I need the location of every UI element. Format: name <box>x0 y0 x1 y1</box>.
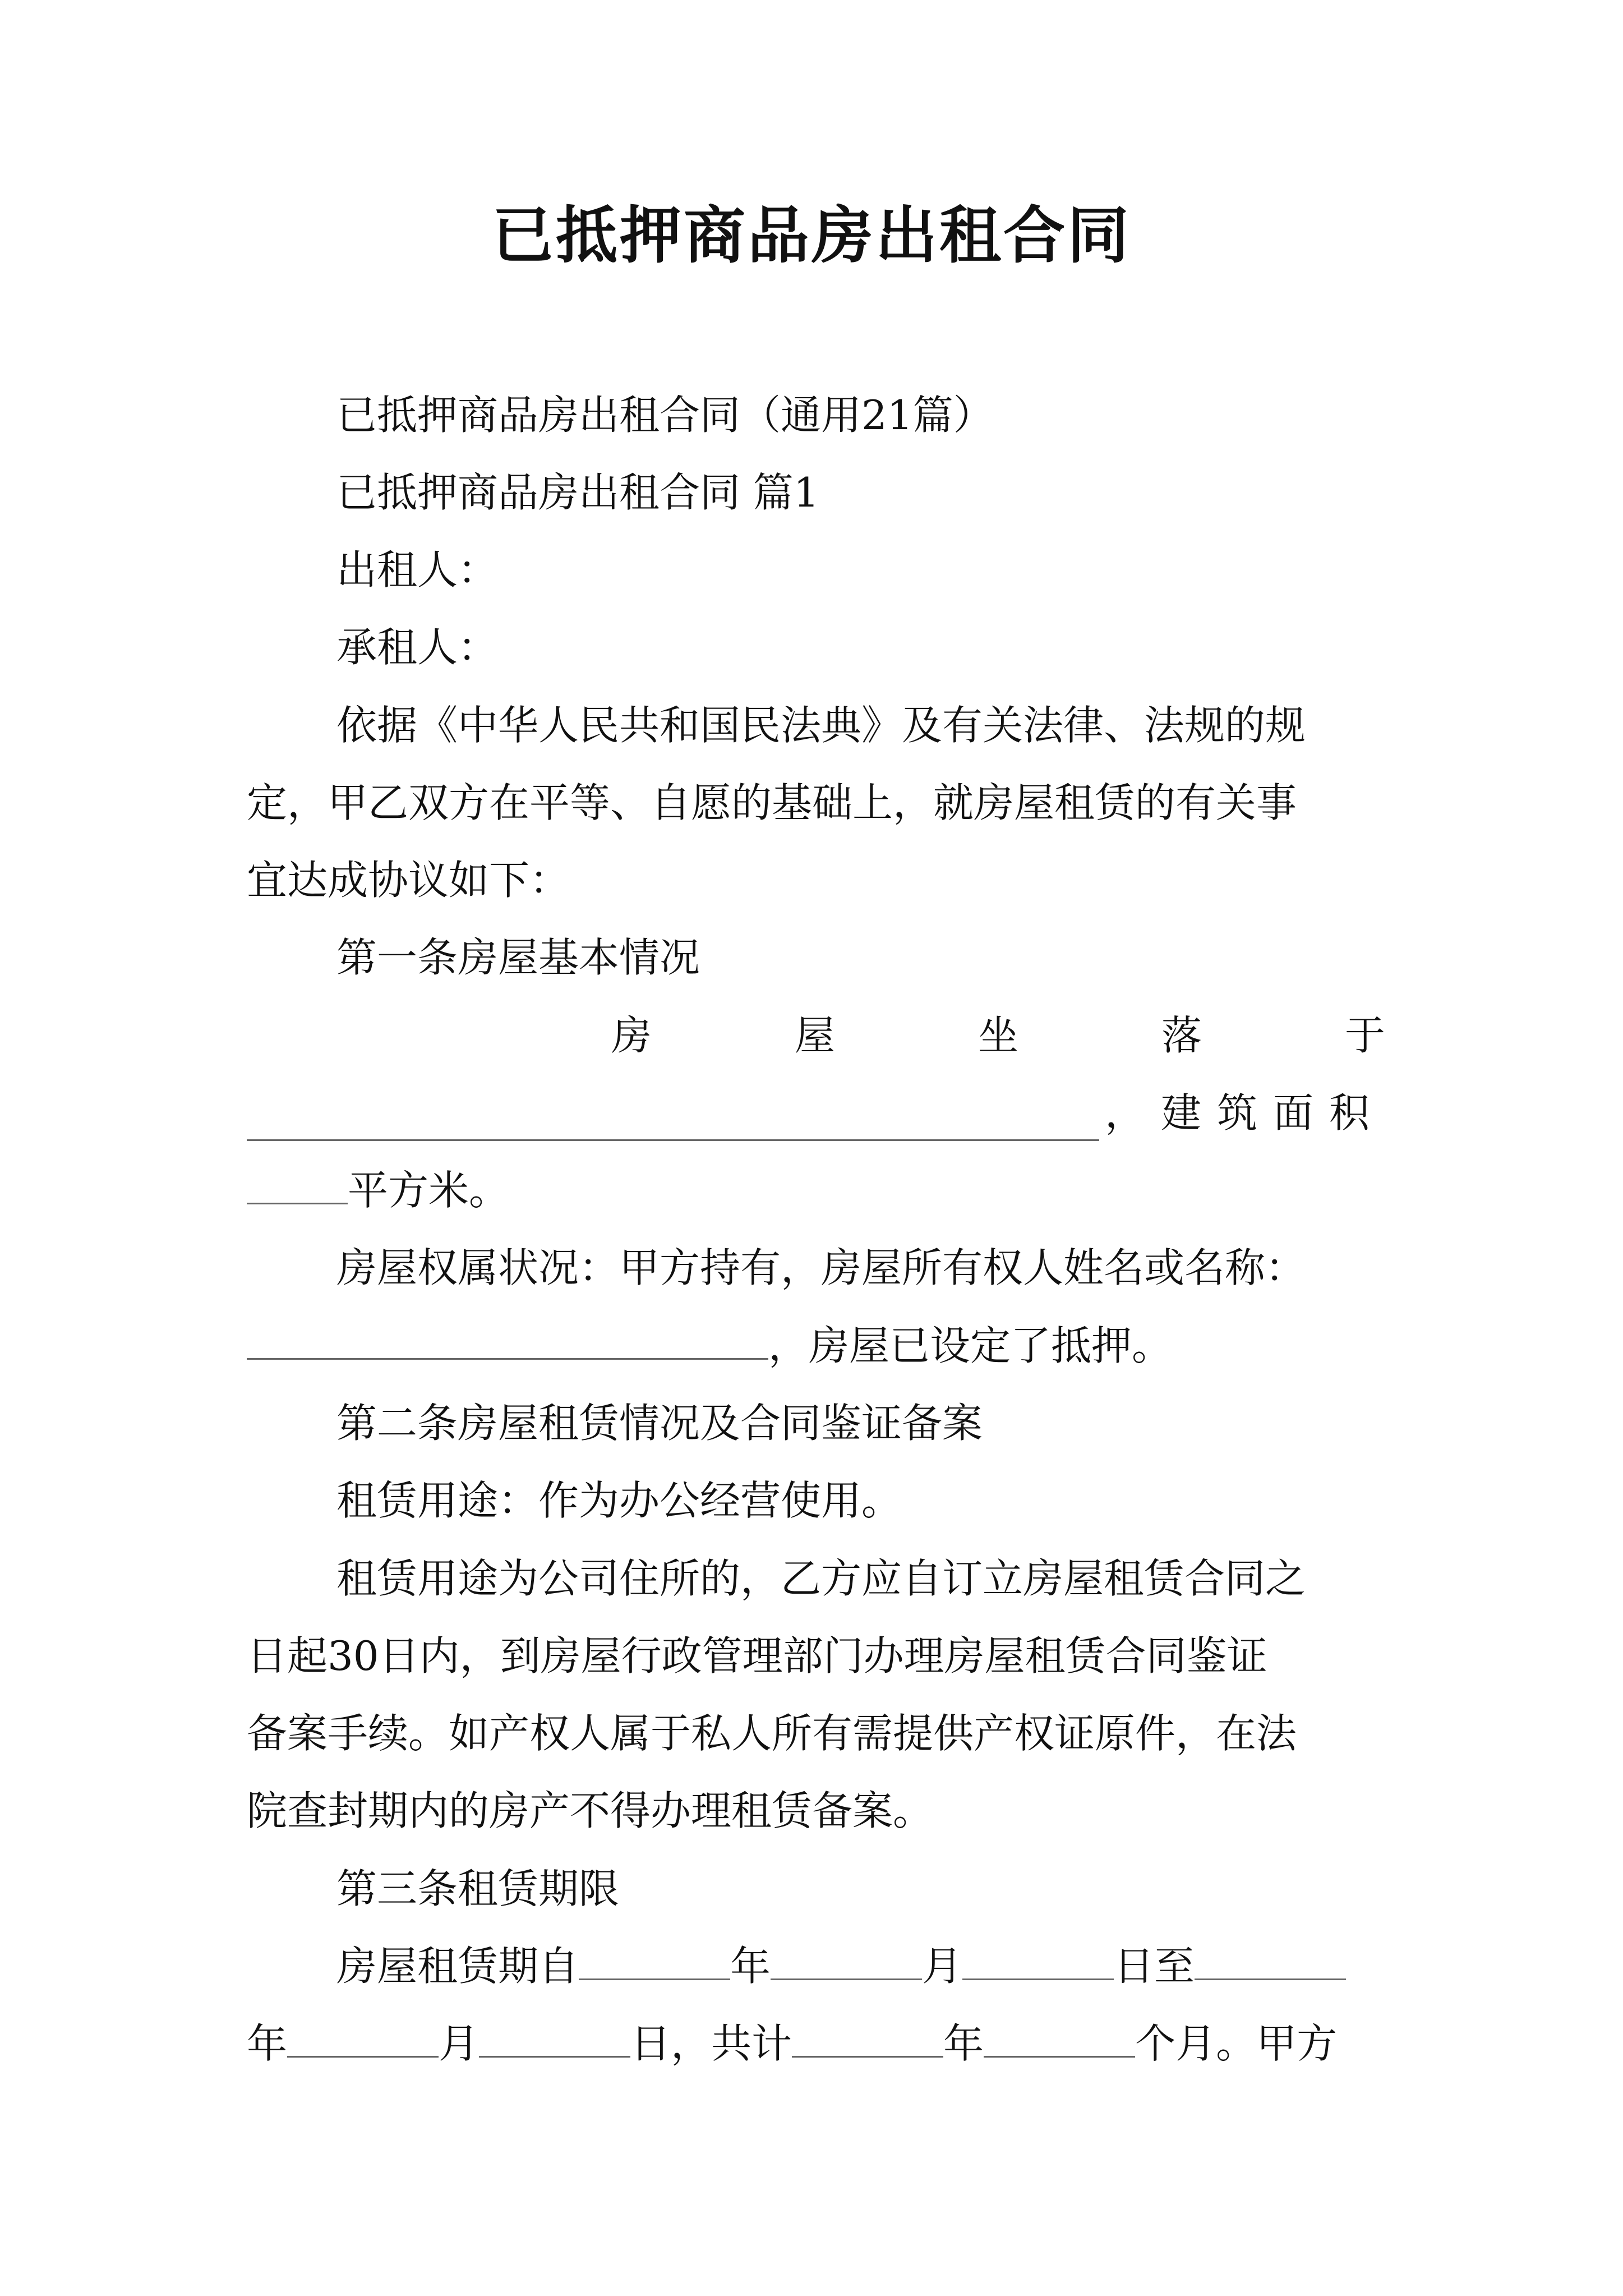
start-month-blank <box>771 1941 922 1980</box>
start-day-blank <box>962 1941 1114 1980</box>
location-char: 坐 <box>978 1012 1018 1059</box>
location-char: 房 <box>611 1012 652 1059</box>
area-blank <box>247 1166 348 1204</box>
owner-name-blank <box>247 1321 768 1360</box>
mortgage-line <box>247 1318 1172 1374</box>
article2-heading: 第二条房屋租赁情况及合同鉴证备案 <box>336 1400 983 1447</box>
total-months-blank <box>984 2019 1135 2058</box>
lessee-label: 承租人： <box>336 624 499 671</box>
lessor-label: 出租人： <box>336 546 499 593</box>
total-years-blank <box>792 2019 943 2058</box>
location-row <box>611 1007 1385 1064</box>
article1-heading: 第一条房屋基本情况 <box>336 934 700 981</box>
mortgage-text: ，房屋已设定了抵押。 <box>768 1322 1173 1369</box>
article2-line-1: 租赁用途为公司住所的，乙方应自订立房屋租赁合同之 <box>336 1555 1306 1602</box>
month-label: 月 <box>439 2020 479 2067</box>
month-label: 月 <box>922 1943 963 1990</box>
usage-text: 租赁用途：作为办公经营使用。 <box>336 1477 902 1524</box>
location-char: 屋 <box>794 1012 835 1059</box>
period-start-text: 房屋租赁期自 <box>336 1943 579 1990</box>
period-line-1 <box>336 1938 1346 1994</box>
end-day-blank <box>479 2019 630 2058</box>
intro-line-1: 依据《中华人民共和国民法典》及有关法律、法规的规 <box>336 702 1306 749</box>
end-year-blank <box>1195 1941 1346 1980</box>
document-subtitle: 已抵押商品房出租合同（通用21篇） <box>336 392 994 439</box>
section-heading: 已抵押商品房出租合同 篇1 <box>336 469 819 516</box>
year-label: 年 <box>943 2020 984 2067</box>
article2-line-4: 院查封期内的房产不得办理租赁备案。 <box>247 1787 934 1834</box>
article3-heading: 第三条租赁期限 <box>336 1865 620 1912</box>
ownership-text: 房屋权属状况：甲方持有，房屋所有权人姓名或名称： <box>336 1244 1306 1291</box>
article2-line-2: 日起30日内，到房屋行政管理部门办理房屋租赁合同鉴证 <box>247 1632 1267 1680</box>
area-row <box>247 1085 1385 1141</box>
months-end-text: 个月。甲方 <box>1135 2020 1338 2067</box>
area-unit: 平方米。 <box>348 1167 510 1214</box>
article2-line-3: 备案手续。如产权人属于私人所有需提供产权证原件，在法 <box>247 1710 1297 1757</box>
intro-line-3: 宜达成协议如下： <box>247 857 570 904</box>
location-blank <box>247 1102 1099 1141</box>
day-total-label: 日，共计 <box>630 2020 792 2067</box>
end-month-blank <box>287 2019 439 2058</box>
area-label: ，建筑面积 <box>1104 1089 1385 1137</box>
year-label: 年 <box>247 2020 288 2067</box>
area-line <box>247 1162 509 1218</box>
location-char: 落 <box>1161 1012 1202 1059</box>
year-label: 年 <box>730 1943 771 1990</box>
intro-line-2: 定，甲乙双方在平等、自愿的基础上，就房屋租赁的有关事 <box>247 779 1297 826</box>
document-title: 已抵押商品房出租合同 <box>492 199 1131 272</box>
day-to-label: 日至 <box>1114 1943 1195 1990</box>
start-year-blank <box>579 1941 730 1980</box>
location-char: 于 <box>1344 1012 1385 1059</box>
period-line-2 <box>247 2016 1337 2072</box>
